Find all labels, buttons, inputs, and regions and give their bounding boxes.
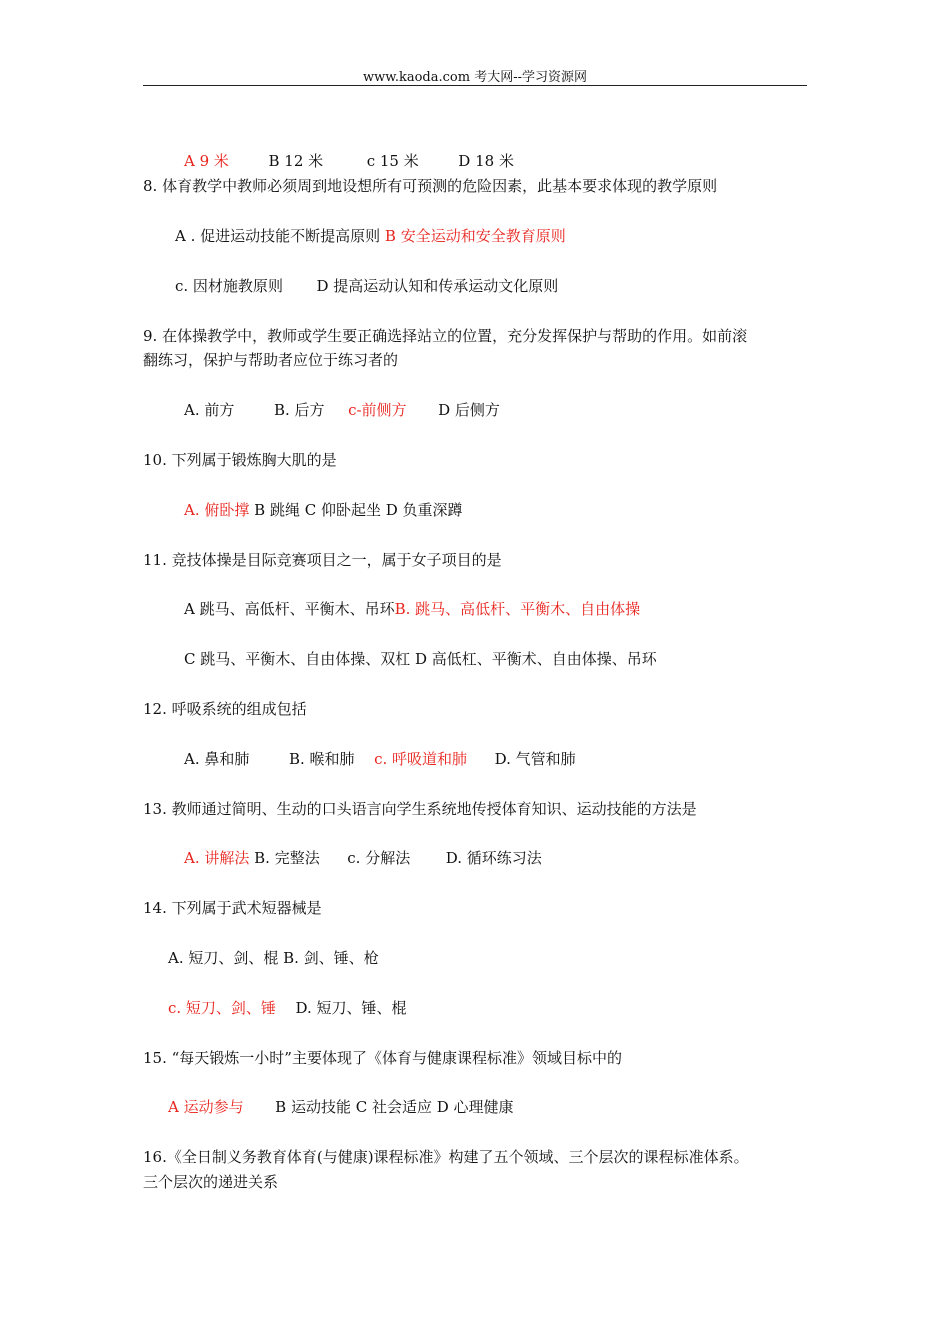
q13-option-c: c. 分解法 [347, 849, 411, 867]
q8-stem: 8. 体育教学中教师必须周到地设想所有可预测的危险因素，此基本要求体现的教学原则 [143, 177, 718, 195]
q12-option-c: c. 呼吸道和肺 [374, 750, 468, 768]
q7-option-d: D 18 米 [458, 152, 514, 170]
q15-options [168, 1097, 514, 1117]
q9-stem-line2: 翻练习，保护与帮助者应位于练习者的 [143, 351, 399, 369]
q14-option-d: D. 短刀、锤、棍 [295, 999, 407, 1017]
q14-options-ab: A. 短刀、剑、棍 B. 剑、锤、枪 [168, 949, 379, 967]
q9-option-c: c-前侧方 [348, 401, 407, 419]
q8-option-d: D 提高运动认知和传承运动文化原则 [316, 277, 559, 295]
q8-options-cd [175, 276, 558, 296]
q14-stem: 14. 下列属于武术短器械是 [143, 899, 322, 917]
q7-option-a: A 9 米 [184, 152, 229, 170]
q10-options [184, 500, 463, 520]
page-header: www.kaoda.com 考大网--学习资源网 [363, 70, 587, 85]
q14-options-cd [168, 998, 407, 1018]
q8-option-a: A . 促进运动技能不断提高原则 [175, 227, 381, 245]
q12-option-b: B. 喉和肺 [288, 750, 355, 768]
header-rule [143, 85, 807, 86]
q15-stem: 15. “每天锻炼一小时”主要体现了《体育与健康课程标准》领域目标中的 [143, 1049, 622, 1067]
q9-option-a: A. 前方 [184, 401, 235, 419]
q9-stem-line1: 9. 在体操教学中，教师或学生要正确选择站立的位置，充分发挥保护与帮助的作用。如前滚 [143, 327, 748, 345]
q12-options [184, 749, 576, 769]
q10-option-a: A. 俯卧撑 [184, 501, 250, 519]
q12-stem: 12. 呼吸系统的组成包括 [143, 700, 307, 718]
q11-options-ab [184, 599, 640, 619]
q7-option-b: B 12 米 [268, 152, 324, 170]
q14-option-c: c. 短刀、剑、锤 [168, 999, 276, 1017]
q9-option-d: D 后侧方 [438, 401, 500, 419]
q8-option-b: B 安全运动和安全教育原则 [384, 227, 566, 245]
q15-option-a: A 运动参与 [168, 1098, 244, 1116]
q13-option-b: B. 完整法 [254, 849, 320, 867]
q7-options [184, 151, 514, 171]
q8-options-ab [175, 226, 566, 246]
q11-stem: 11. 竞技体操是目际竞赛项目之一，属于女子项目的是 [143, 551, 502, 569]
q12-option-d: D. 气管和肺 [494, 750, 576, 768]
q13-stem: 13. 教师通过简明、生动的口头语言向学生系统地传授体育知识、运动技能的方法是 [143, 800, 697, 818]
q13-options [184, 848, 542, 868]
q9-options [184, 400, 500, 420]
q7-option-c: c 15 米 [366, 152, 419, 170]
q9-option-b: B. 后方 [273, 401, 325, 419]
q16-stem-line1: 16.《全日制义务教育体育(与健康)课程标准》构建了五个领域、三个层次的课程标准体系。 [143, 1148, 749, 1166]
q11-options-cd: C 跳马、平衡木、自由体操、双杠 D 高低杠、平衡术、自由体操、吊环 [184, 650, 657, 668]
q11-option-b: B. 跳马、高低杆、平衡木、自由体操 [394, 600, 641, 618]
q13-option-a: A. 讲解法 [184, 849, 250, 867]
q11-option-a: A 跳马、高低杆、平衡木、吊环 [184, 600, 395, 618]
q16-stem-line2: 三个层次的递进关系 [143, 1173, 279, 1191]
q13-option-d: D. 循环练习法 [445, 849, 542, 867]
q12-option-a: A. 鼻和肺 [184, 750, 250, 768]
q10-stem: 10. 下列属于锻炼胸大肌的是 [143, 451, 337, 469]
q8-option-c: c. 因材施教原则 [175, 277, 283, 295]
q15-options-rest: B 运动技能 C 社会适应 D 心理健康 [275, 1098, 514, 1116]
q10-options-rest: B 跳绳 C 仰卧起坐 D 负重深蹲 [254, 501, 463, 519]
